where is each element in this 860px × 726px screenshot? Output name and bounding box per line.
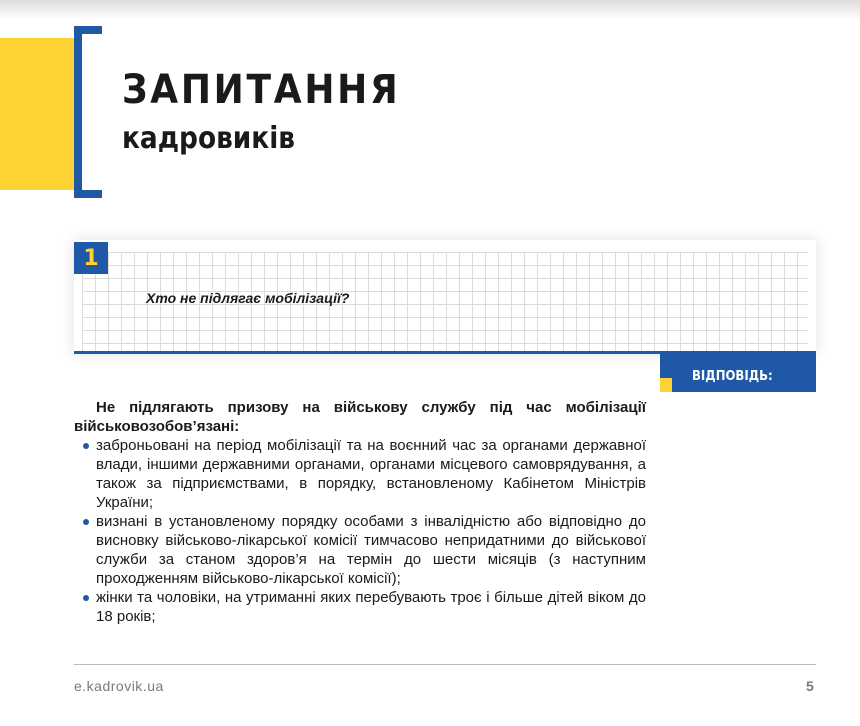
bullet-icon (83, 595, 89, 601)
answer-list (74, 436, 646, 626)
top-shadow (0, 0, 860, 20)
answer-content (74, 398, 646, 626)
footer-divider (74, 664, 816, 665)
list-item-text: визнані в установленому порядку особами з інвалідністю або відповідно до висновку військово-лікарської комісії тимчасово непридатними до військової служби за станом здоров’я на термін до шести місяців (з наступним проходженням військово-лікарської комісії); (96, 513, 646, 587)
list-item-text: жінки та чоловіки, на утриманні яких перебувають троє і більше дітей віком до 18 років; (96, 589, 646, 625)
list-item (74, 512, 646, 588)
answer-tab-yellow-corner (660, 378, 672, 392)
list-item (74, 436, 646, 512)
list-item (74, 588, 646, 626)
answer-label: ВІДПОВІДЬ: (692, 369, 773, 384)
answer-lead: Не підлягають призову на військову службу під час мобілізації військовозобов’язані: (74, 399, 646, 435)
yellow-decor-block (0, 38, 78, 190)
footer-site-link[interactable]: e.kadrovik.ua (74, 678, 164, 694)
page-title: ЗАПИТАННЯ (122, 67, 401, 113)
question-number-badge: 1 (74, 242, 108, 274)
question-text: Хто не підлягає мобілізації? (146, 290, 350, 306)
page-subtitle: кадровиків (122, 121, 295, 156)
list-item-text: заброньовані на період мобілізації та на воєнний час за органами державної влади, іншими державними органами, органами місцевого самоврядування, а також за підприємствами, в порядку, встановленому Кабінетом Міністрів України; (96, 437, 646, 511)
bullet-icon (83, 443, 89, 449)
blue-bracket-decor (74, 26, 102, 198)
page-number: 5 (806, 678, 814, 694)
bullet-icon (83, 519, 89, 525)
